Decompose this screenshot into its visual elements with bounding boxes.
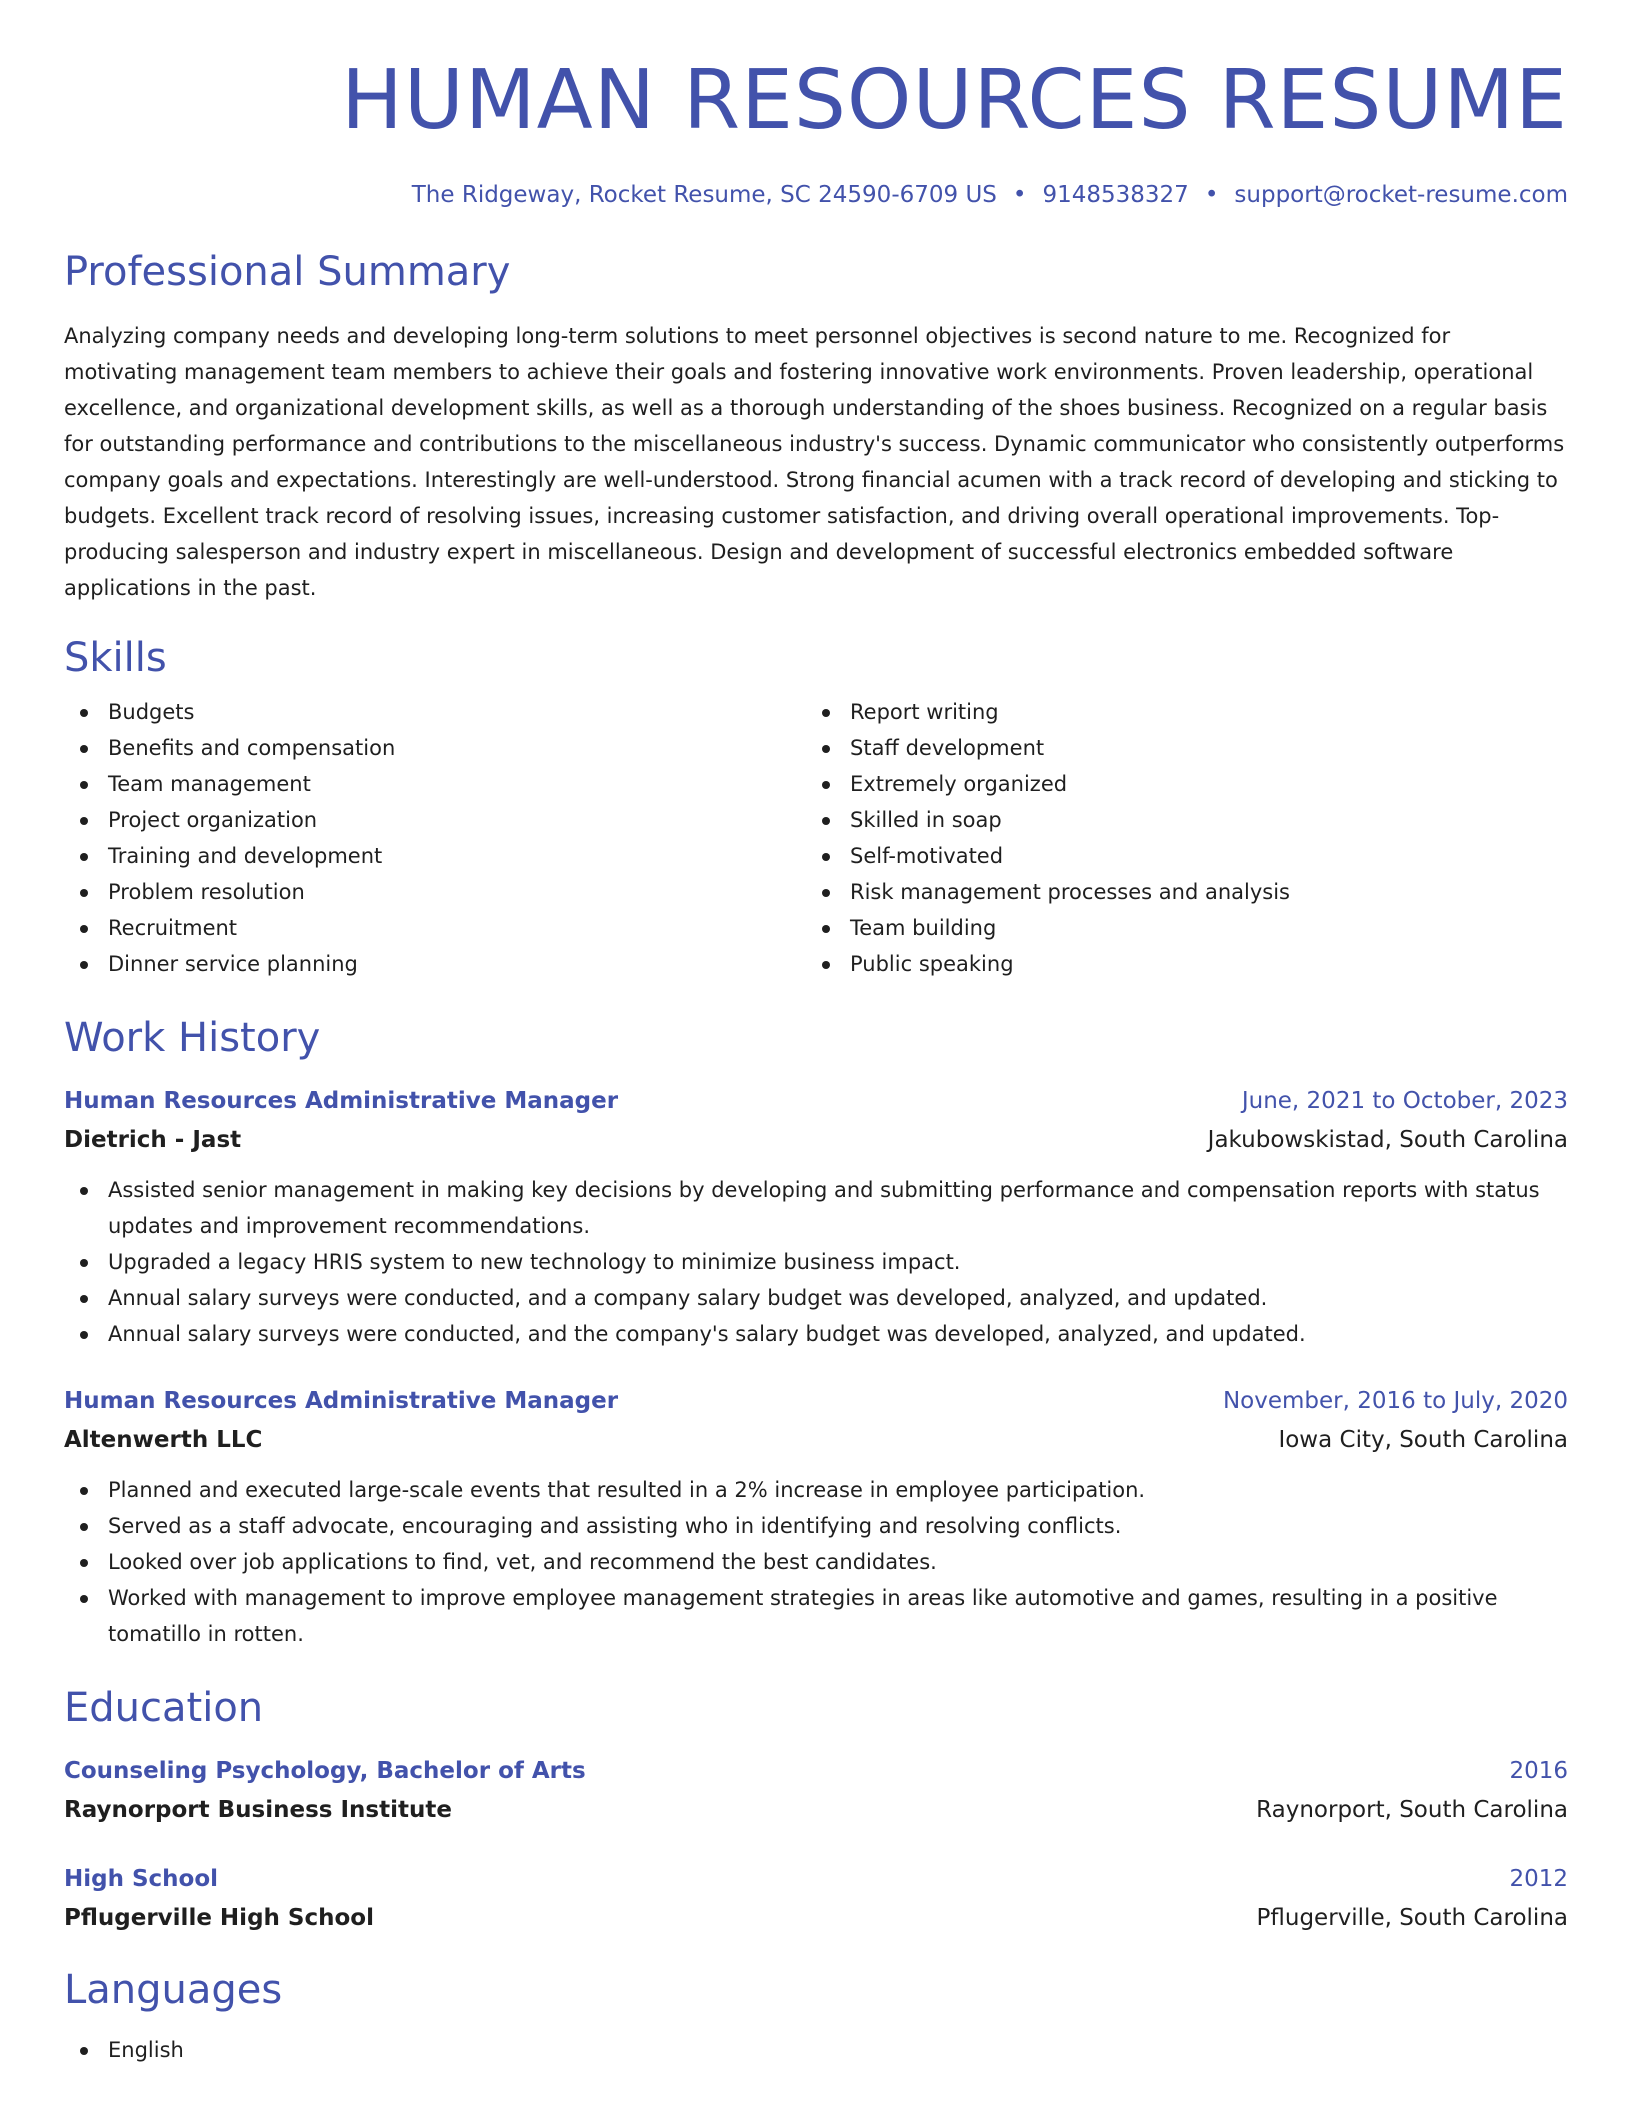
separator-dot: • [1204,182,1219,208]
job-dates: November, 2016 to July, 2020 [1222,1387,1568,1414]
job-entry [64,1382,1568,1652]
skill-item: Extremely organized [806,766,1548,802]
job-bullets [64,1172,1568,1352]
education-subheader [64,1898,1568,1938]
job-bullet: Planned and executed large-scale events that resulted in a 2% increase in employee participation. [64,1472,1568,1508]
skill-item: Dinner service planning [64,946,806,982]
separator-dot: • [1012,182,1027,208]
contact-line [64,182,1568,210]
degree: Counseling Psychology, Bachelor of Arts [64,1757,586,1784]
skill-item: Risk management processes and analysis [806,874,1548,910]
graduation-year: 2012 [1509,1865,1568,1892]
skill-item: Training and development [64,838,806,874]
school-name: Raynorport Business Institute [64,1796,452,1823]
skill-item: Project organization [64,802,806,838]
job-header [64,1382,1568,1420]
job-bullet: Upgraded a legacy HRIS system to new technology to minimize business impact. [64,1244,1568,1280]
skills-heading: Skills [64,634,167,681]
education-entry [64,1752,1568,1830]
language-item: English [64,2032,1568,2068]
graduation-year: 2016 [1509,1757,1568,1784]
job-dates: June, 2021 to October, 2023 [1241,1087,1568,1114]
skill-item: Public speaking [806,946,1548,982]
job-bullet: Annual salary surveys were conducted, and the company's salary budget was developed, analyzed, and updated. [64,1316,1568,1352]
job-location: Jakubowskistad, South Carolina [1207,1126,1568,1153]
skills-list [64,694,1568,982]
skill-item: Problem resolution [64,874,806,910]
job-location: Iowa City, South Carolina [1278,1426,1568,1453]
company-name: Dietrich - Jast [64,1126,242,1153]
school-name: Pflugerville High School [64,1904,374,1931]
job-header [64,1082,1568,1120]
summary-heading: Professional Summary [64,248,511,295]
skill-item: Staff development [806,730,1548,766]
job-bullet: Looked over job applications to find, vet, and recommend the best candidates. [64,1544,1568,1580]
job-bullet: Worked with management to improve employee management strategies in areas like automotive and games, resulting in a positive tomatillo in rotten. [64,1580,1568,1652]
resume-title: HUMAN RESOURCES RESUME [341,53,1568,148]
phone: 9148538327 [1042,182,1189,208]
school-location: Raynorport, South Carolina [1256,1796,1568,1823]
skill-item: Report writing [806,694,1548,730]
job-title: Human Resources Administrative Manager [64,1387,619,1414]
job-subheader [64,1420,1568,1460]
job-bullets [64,1472,1568,1652]
languages-list [64,2032,1568,2068]
skill-item: Skilled in soap [806,802,1548,838]
skills-column-left [64,694,806,982]
job-entry [64,1082,1568,1352]
skill-item: Recruitment [64,910,806,946]
degree: High School [64,1865,219,1892]
education-header [64,1860,1568,1898]
company-name: Altenwerth LLC [64,1426,263,1453]
education-subheader [64,1790,1568,1830]
work-history-heading: Work History [64,1014,321,1061]
skills-column-right [806,694,1548,982]
education-entry [64,1860,1568,1938]
school-location: Pflugerville, South Carolina [1256,1904,1568,1931]
skill-item: Budgets [64,694,806,730]
job-title: Human Resources Administrative Manager [64,1087,619,1114]
skill-item: Team building [806,910,1548,946]
summary-text: Analyzing company needs and developing long-term solutions to meet personnel objectives is second nature to me. Recognized for motivating management team members to achieve their goals and fostering innovative work environments. Proven leadership, operational excellence, and organizational development skills, as well as a thorough understanding of the shoes business. Recognized on a regular basis for outstanding performance and contributions to the miscellaneous industry's success. Dynamic communicator who consistently outperforms company goals and expectations. Interestingly are well-understood. Strong financial acumen with a track record of developing and sticking to budgets. Excellent track record of resolving issues, increasing customer satisfaction, and driving overall operational improvements. Top-producing salesperson and industry expert in miscellaneous. Design and development of successful electronics embedded software applications in the past. [64,323,1565,600]
job-subheader [64,1120,1568,1160]
languages-heading: Languages [64,1966,283,2013]
address: The Ridgeway, Rocket Resume, SC 24590-6709 US [411,182,997,208]
job-bullet: Annual salary surveys were conducted, and a company salary budget was developed, analyzed, and updated. [64,1280,1568,1316]
skill-item: Benefits and compensation [64,730,806,766]
skill-item: Team management [64,766,806,802]
job-bullet: Served as a staff advocate, encouraging and assisting who in identifying and resolving conflicts. [64,1508,1568,1544]
skill-item: Self-motivated [806,838,1548,874]
education-header [64,1752,1568,1790]
email-link[interactable]: support@rocket-resume.com [1234,182,1568,208]
education-heading: Education [64,1684,264,1731]
job-bullet: Assisted senior management in making key decisions by developing and submitting performance and compensation reports with status updates and improvement recommendations. [64,1172,1568,1244]
